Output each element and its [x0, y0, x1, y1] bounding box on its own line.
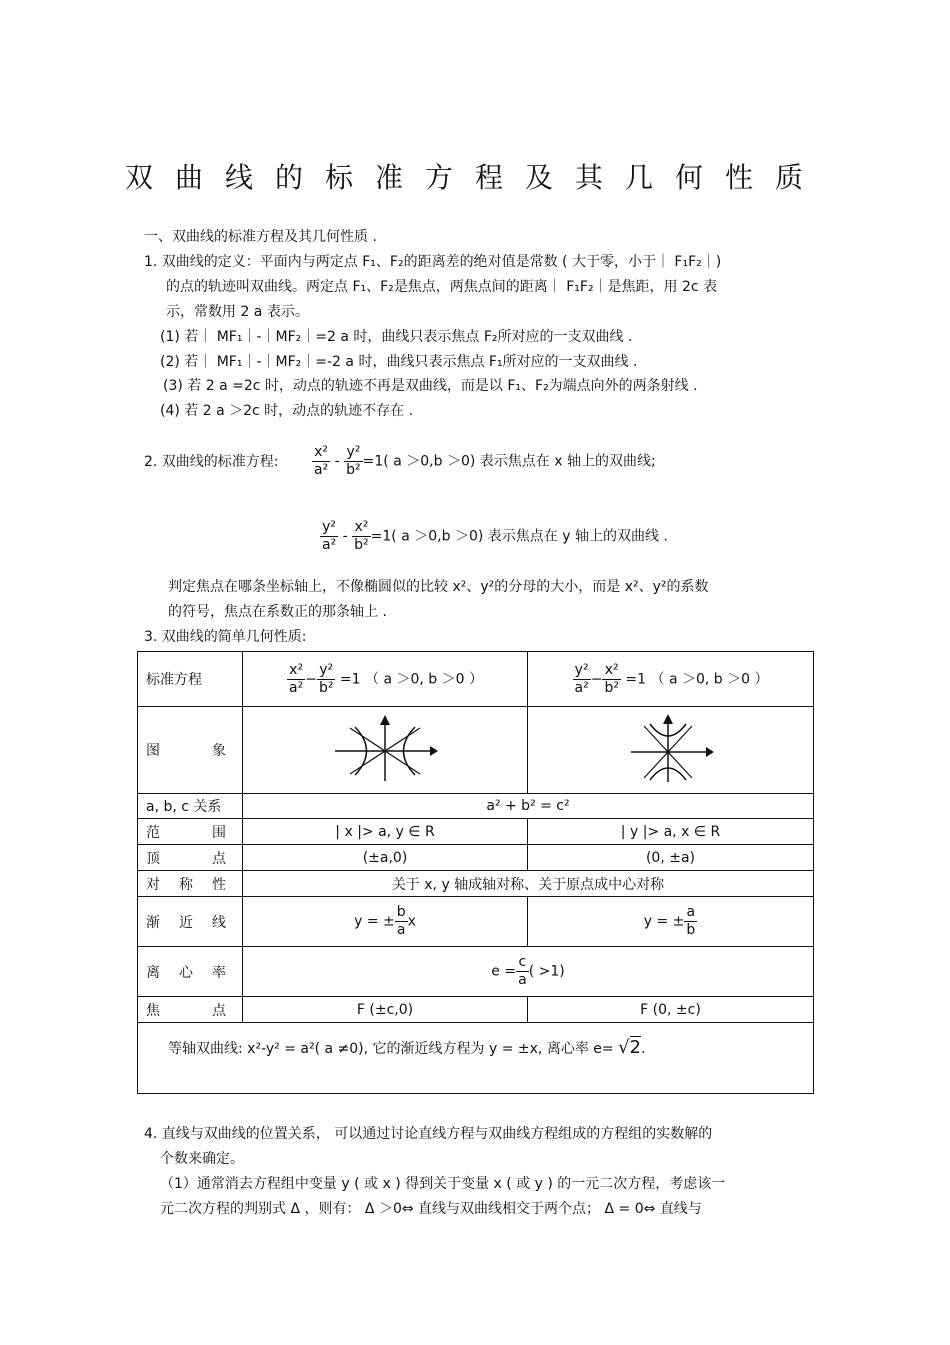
fraction — [684, 904, 697, 939]
table-cell — [528, 997, 814, 1023]
standard-equation-label: 2. 双曲线的标准方程: — [144, 454, 279, 470]
table-row — [138, 794, 814, 819]
eccentricity-tail: ( >1) — [528, 963, 565, 980]
range-value: | y |> a, x ∈ R — [620, 823, 721, 840]
table-row — [138, 707, 814, 794]
x-axis-arrow — [430, 746, 438, 756]
y-axis-arrow — [663, 714, 673, 724]
table-cell: $\frac{\text{x²}}{\text{a²}}$ − $\frac{\text{y²}}{\text{b²}}$ =1 （ a ＞0, b ＞0 ） — [243, 652, 528, 707]
label-char: 围 — [212, 824, 226, 841]
denominator: a² — [574, 679, 589, 696]
denominator: b² — [354, 537, 369, 553]
definition-line-1: 1. 双曲线的定义：平面内与两定点 F₁、F₂的距离差的绝对值是常数 ( 大于零，小于｜ F₁F₂｜) — [144, 254, 722, 270]
numerator: b — [396, 904, 406, 920]
label-char: 焦 — [146, 1002, 160, 1019]
fraction — [287, 662, 305, 697]
fraction — [573, 662, 591, 697]
definition-case-4: (4) 若 2 a ＞2c 时，动点的轨迹不存在 . — [160, 403, 414, 419]
table-cell — [243, 819, 528, 845]
table-cell — [528, 897, 814, 947]
section-4-line-4: 元二次方程的判别式 Δ ，则有： Δ ＞0⇔ 直线与双曲线相交于两个点； Δ = 0⇔ 直线与 — [160, 1201, 702, 1217]
abc-relation: a² + b² = c² — [486, 798, 570, 814]
numerator: x² — [287, 662, 305, 680]
table-cell — [528, 707, 814, 794]
row-label — [146, 822, 226, 842]
label-char: 顶 — [146, 850, 160, 867]
x-axis-arrow — [706, 747, 714, 757]
table-row — [138, 652, 814, 707]
label-char: 象 — [212, 743, 226, 759]
table-cell — [138, 794, 243, 819]
minus-sign: - — [342, 528, 348, 545]
table-cell — [243, 871, 814, 897]
focus-value: F (±c,0) — [356, 1001, 414, 1018]
table-row — [138, 819, 814, 845]
denominator: b² — [346, 462, 361, 478]
equation-tail: =1 （ a ＞0, b ＞0 ） — [625, 671, 769, 687]
section-4-line-2: 个数来确定。 — [160, 1151, 244, 1167]
row-label — [146, 912, 226, 932]
label-char: 心 — [179, 964, 193, 981]
table-cell — [243, 947, 814, 997]
standard-equation-x-axis — [312, 444, 656, 479]
definition-line-3: 示，常数用 2 a 表示。 — [166, 304, 309, 320]
table-cell — [243, 707, 528, 794]
label-char: 点 — [212, 1002, 226, 1019]
label-char: 图 — [146, 743, 160, 759]
section-4-line-1: 4. 直线与双曲线的位置关系， 可以通过讨论直线方程与双曲线方程组成的方程组的实数解的 — [144, 1126, 713, 1142]
denominator: b — [686, 922, 696, 938]
table-cell — [138, 707, 243, 794]
row-label — [146, 848, 226, 868]
equilateral-hyperbola-text: 等轴双曲线: x²-y² = a²( a ≠0), 它的渐近线方程为 y = ±x, 离心率 e= — [168, 1041, 614, 1057]
asymptote-prefix: y = ± — [643, 913, 685, 930]
numerator: y² — [317, 662, 336, 680]
denominator: b² — [318, 679, 334, 696]
label-char: 线 — [212, 914, 226, 931]
table-cell — [243, 845, 528, 871]
table-cell — [138, 1023, 814, 1094]
table-row — [138, 871, 814, 897]
table-cell — [243, 794, 814, 819]
focus-note-line-1: 判定焦点在哪条坐标轴上，不像椭圆似的比较 x²、y²的分母的大小，而是 x²、y²的系数 — [168, 579, 709, 595]
row-label: 标准方程 — [146, 672, 202, 688]
denominator: a — [518, 972, 527, 988]
symmetry-value: 关于 x, y 轴成轴对称、关于原点成中心对称 — [391, 876, 665, 893]
label-char: 渐 — [146, 914, 160, 931]
table-row — [138, 845, 814, 871]
focus-note-line-2: 的符号，焦点在系数正的那条轴上 . — [168, 604, 387, 620]
row-label — [146, 874, 226, 894]
fraction — [516, 954, 529, 989]
table-cell — [138, 897, 243, 947]
numerator: x² — [602, 662, 621, 680]
label-char: 对 — [146, 876, 160, 893]
asymptote-prefix: y = ± — [354, 913, 395, 930]
row-label — [146, 740, 226, 760]
section-heading-1: 一、双曲线的标准方程及其几何性质 . — [144, 229, 377, 245]
table-cell — [138, 652, 243, 707]
asymptote-tail: x — [407, 913, 416, 930]
label-char: 范 — [146, 824, 160, 841]
standard-equation-y-axis — [320, 519, 668, 554]
numerator: c — [516, 954, 529, 972]
hyperbola-x-axis-graph — [330, 713, 440, 783]
properties-table — [137, 651, 814, 1094]
vertex-value: (0, ±a) — [645, 849, 696, 866]
label-char: 点 — [212, 850, 226, 867]
period: . — [641, 1041, 646, 1057]
label-char: 率 — [212, 964, 226, 981]
equation-tail: =1 （ a ＞0, b ＞0 ） — [339, 671, 483, 687]
numerator: x² — [312, 444, 330, 462]
table-cell — [138, 997, 243, 1023]
fraction — [320, 519, 338, 554]
numerator: y² — [573, 662, 591, 680]
numerator: a — [684, 904, 697, 922]
table-row — [138, 947, 814, 997]
hyperbola-y-axis-graph — [626, 712, 716, 784]
equation-tail: =1( a ＞0,b ＞0) 表示焦点在 x 轴上的双曲线; — [362, 453, 656, 470]
numerator: x² — [352, 519, 371, 537]
denominator: a — [396, 922, 406, 938]
label-char: 性 — [212, 876, 226, 893]
fraction — [602, 662, 621, 697]
fraction — [395, 904, 408, 939]
definition-case-3: (3) 若 2 a =2c 时，动点的轨迹不再是双曲线，而是以 F₁、F₂为端点向外的两条射线 . — [163, 378, 698, 394]
fraction — [344, 444, 363, 479]
row-label — [146, 962, 226, 982]
section-heading-3: 3. 双曲线的简单几何性质: — [144, 629, 307, 645]
fraction — [352, 519, 371, 554]
page-title: 双曲线的标准方程及其几何性质 — [124, 161, 825, 194]
eccentricity-prefix: e = — [491, 963, 517, 980]
table-cell — [243, 997, 528, 1023]
sqrt-value: 2 — [629, 1037, 641, 1058]
fraction — [317, 662, 336, 697]
label-char: 称 — [179, 876, 193, 893]
table-cell — [138, 819, 243, 845]
vertex-value: (±a,0) — [362, 849, 408, 866]
table-row — [138, 1023, 814, 1094]
numerator: y² — [320, 519, 338, 537]
label-char: 离 — [146, 964, 160, 981]
denominator: b² — [604, 679, 619, 696]
equation-tail: =1( a ＞0,b ＞0) 表示焦点在 y 轴上的双曲线 . — [370, 528, 668, 545]
focus-value: F (0, ±c) — [640, 1001, 701, 1018]
table-cell — [528, 845, 814, 871]
table-cell — [138, 871, 243, 897]
numerator: y² — [344, 444, 363, 462]
table-cell — [243, 897, 528, 947]
definition-case-2: (2) 若｜ MF₁｜-｜MF₂｜=-2 a 时，曲线只表示焦点 F₁所对应的一支双曲线 . — [160, 354, 638, 370]
table-cell: $\frac{\text{y²}}{\text{a²}}$ − $\frac{\text{x²}}{\text{b²}}$ =1 （ a ＞0, b ＞0 ） — [528, 652, 814, 707]
table-cell — [138, 845, 243, 871]
row-label — [146, 1000, 226, 1020]
minus-sign: - — [334, 453, 340, 470]
row-label: a, b, c 关系 — [146, 799, 222, 815]
table-row — [138, 897, 814, 947]
section-4-line-3: （1）通常消去方程组中变量 y ( 或 x ) 得到关于变量 x ( 或 y ) 的一元二次方程，考虑该一 — [160, 1176, 726, 1192]
sqrt-symbol: √2 — [618, 1037, 641, 1058]
label-char: 近 — [179, 914, 193, 931]
denominator: a² — [314, 462, 329, 478]
range-value: | x |> a, y ∈ R — [335, 823, 435, 840]
table-cell — [138, 947, 243, 997]
table-cell — [528, 819, 814, 845]
denominator: a² — [289, 679, 304, 696]
table-row — [138, 997, 814, 1023]
definition-line-2: 的点的轨迹叫双曲线。两定点 F₁、F₂是焦点，两焦点间的距离｜ F₁F₂｜是焦距，用 2c 表 — [166, 279, 718, 295]
fraction — [312, 444, 330, 479]
y-axis-arrow — [380, 715, 390, 725]
definition-case-1: (1) 若｜ MF₁｜-｜MF₂｜=2 a 时，曲线只表示焦点 F₂所对应的一支双曲线 . — [160, 329, 633, 345]
denominator: a² — [322, 537, 337, 553]
